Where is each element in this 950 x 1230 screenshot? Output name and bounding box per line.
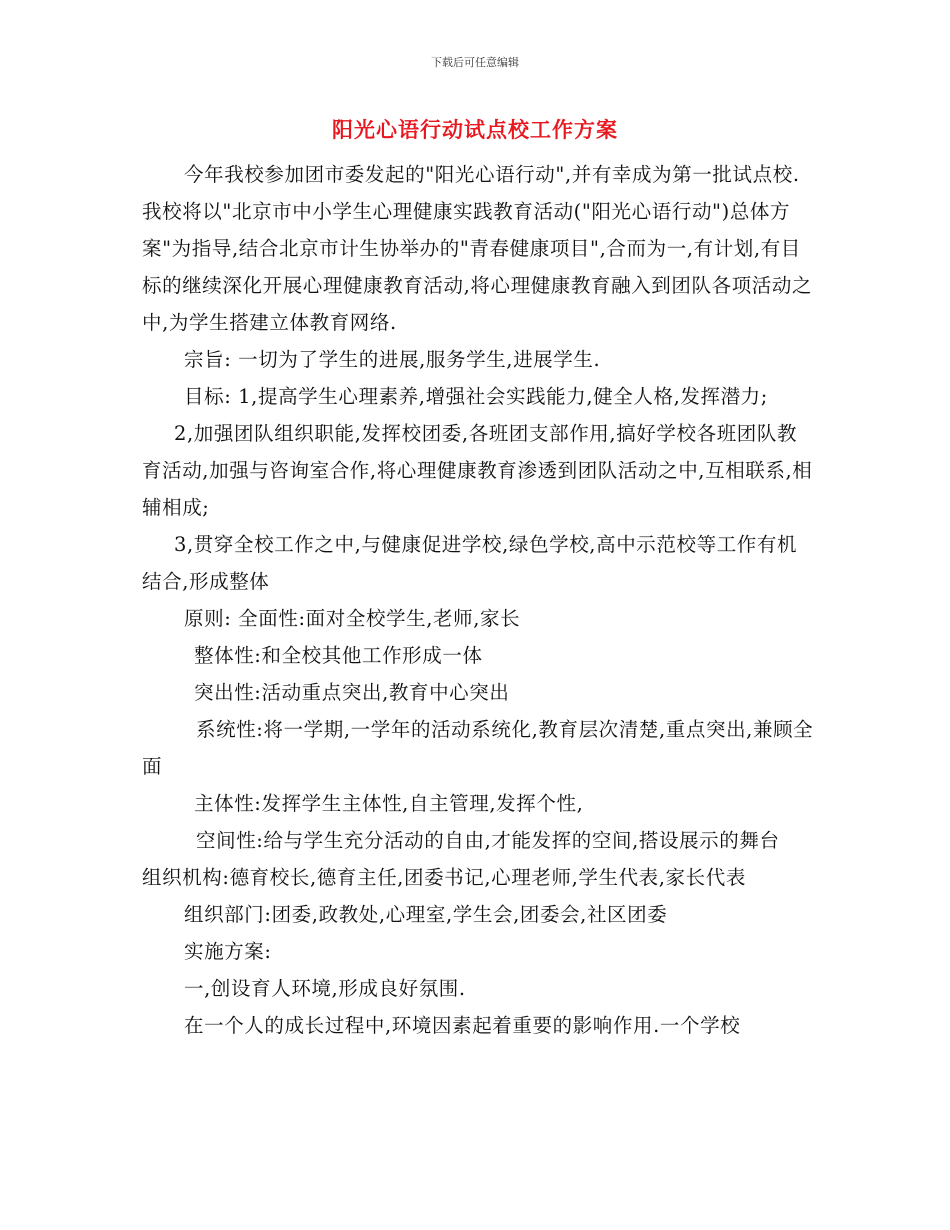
paragraph-intro: 今年我校参加团市委发起的"阳光心语行动",并有幸成为第一批试点校.我校将以"北京市中小学生心理健康实践教育活动("阳光心语行动")总体方案"为指导,结合北京市计生协举办的"青春健康项目",合而为一,有计划,有目标的继续深化开展心理健康教育活动,将心理健康教育融入到团队各项活动之中,为学生搭建立体教育网络. [142, 163, 813, 334]
paragraph-principle-systematic: 系统性:将一学期,一学年的活动系统化,教育层次清楚,重点突出,兼顾全面 [142, 718, 814, 778]
paragraph-goal-3: 3,贯穿全校工作之中,与健康促进学校,绿色学校,高中示范校等工作有机结合,形成整体 [142, 533, 798, 593]
paragraph-section-one: 一,创设育人环境,形成良好氛围. [184, 977, 466, 1000]
paragraph-environment: 在一个人的成长过程中,环境因素起着重要的影响作用.一个学校 [184, 1014, 741, 1037]
paragraph-purpose: 宗旨: 一切为了学生的进展,服务学生,进展学生. [184, 348, 601, 371]
paragraph-principle-space: 空间性:给与学生充分活动的自由,才能发挥的空间,搭设展示的舞台 组织机构:德育校长,德育主任,团委书记,心理老师,学生代表,家长代表 [142, 829, 820, 889]
paragraph-goal-1: 目标: 1,提高学生心理素养,增强社会实践能力,健全人格,发挥潜力; [184, 385, 768, 408]
paragraph-goal-2: 2,加强团队组织职能,发挥校团委,各班团支部作用,搞好学校各班团队教育活动,加强与咨询室合作,将心理健康教育渗透到团队活动之中,互相联系,相辅相成; [142, 422, 813, 519]
paragraph-principle-prominence: 突出性:活动重点突出,教育中心突出 [194, 681, 510, 704]
paragraph-implementation-heading: 实施方案: [184, 940, 272, 963]
paragraph-principle-comprehensive: 原则: 全面性:面对全校学生,老师,家长 [184, 607, 521, 630]
document-title: 阳光心语行动试点校工作方案 [332, 117, 618, 142]
paragraph-principle-subjectivity: 主体性:发挥学生主体性,自主管理,发挥个性, [194, 792, 584, 815]
header-note: 下载后可任意编辑 [431, 56, 519, 69]
paragraph-departments: 组织部门:团委,政教处,心理室,学生会,团委会,社区团委 [184, 903, 668, 926]
paragraph-principle-integrity: 整体性:和全校其他工作形成一体 [194, 644, 483, 667]
document-body [142, 156, 820, 1044]
